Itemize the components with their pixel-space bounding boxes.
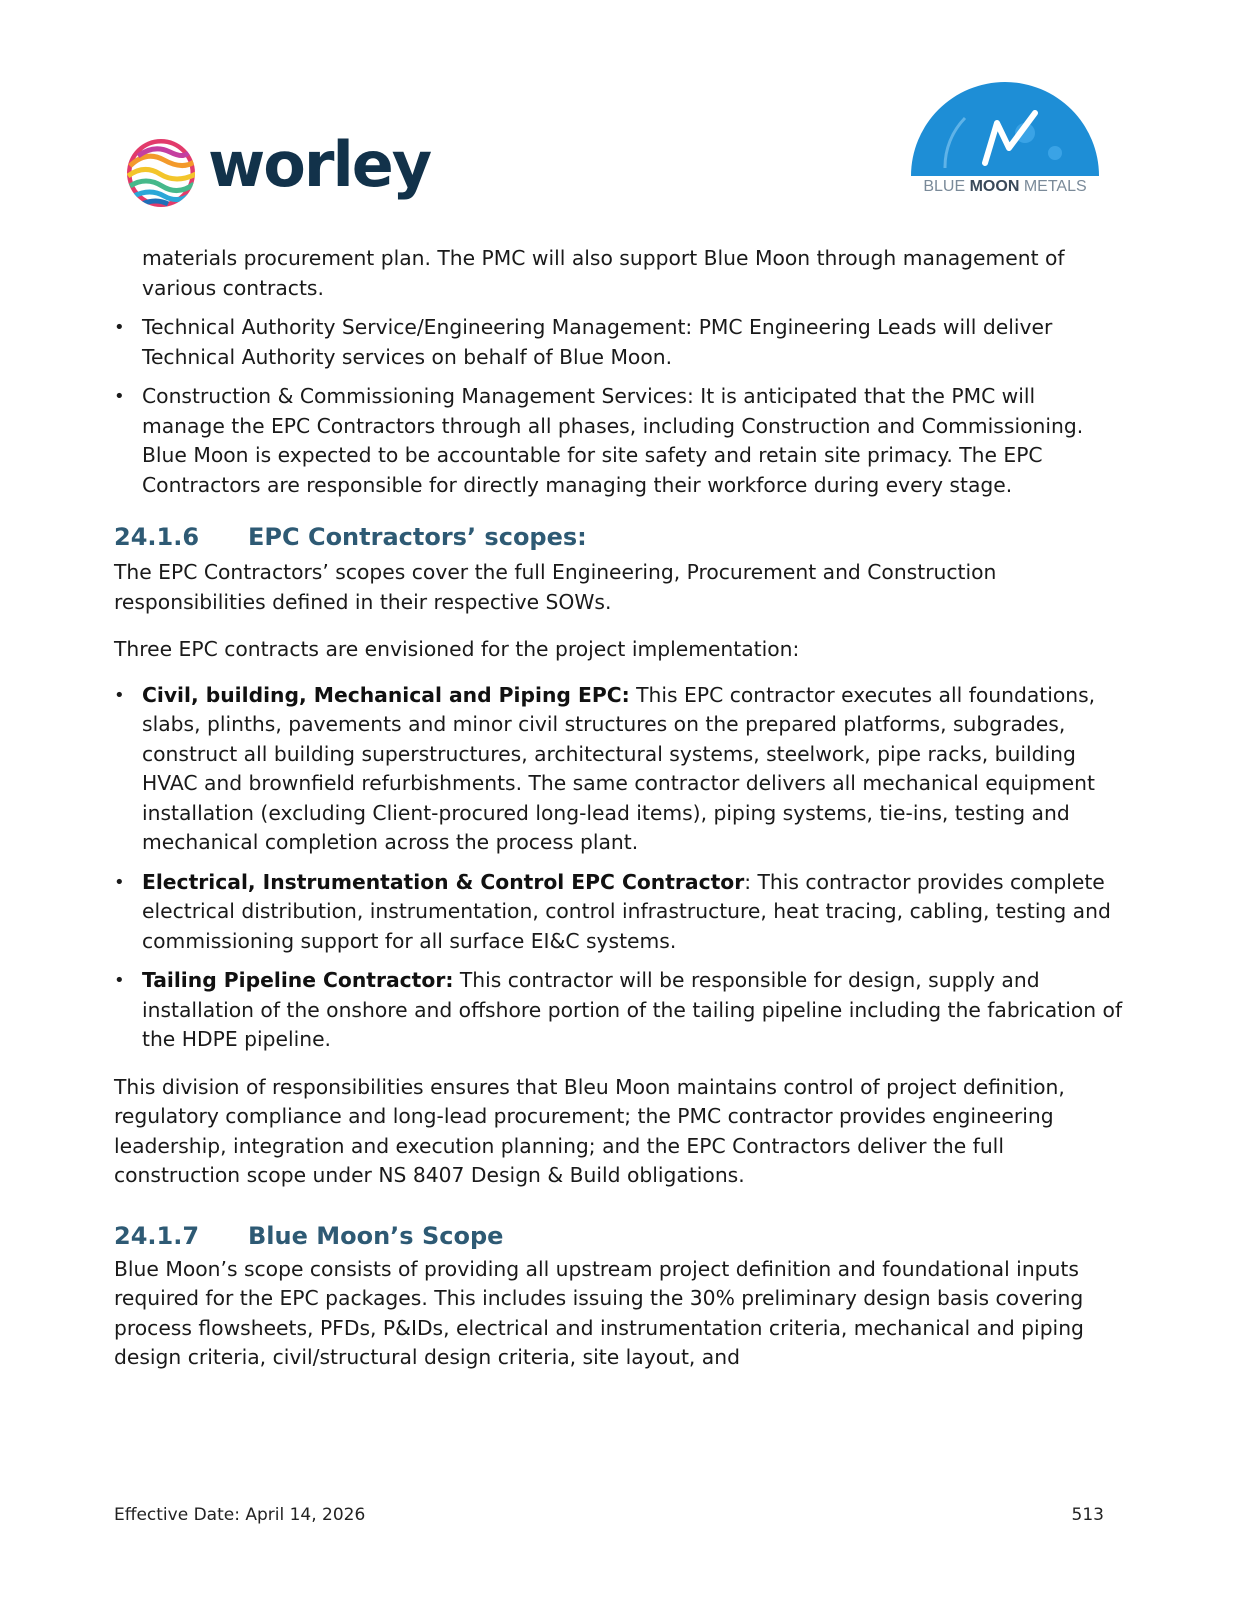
list-item: • Construction & Commissioning Management Services: It is anticipated that the PMC will manage the EPC Contractors through all phases, including Construction and Commissioning. Blue Moon is expected to be accountable for site safety and retain site primacy. The EPC Contractors are responsible for directly managing their workforce during every stage.: [114, 382, 1124, 500]
list-item-text: This contractor will be responsible for design, supply and installation of the onshore and offshore portion of the tailing pipeline including the fabrication of the HDPE pipeline.: [142, 968, 1123, 1051]
blue-moon-metals-wordmark: BLUE MOON METALS: [923, 178, 1087, 195]
blue-moon-metals-logo: [905, 78, 1105, 203]
document-body: [114, 244, 1124, 1373]
list-item-text: This EPC contractor executes all foundations, slabs, plinths, pavements and minor civil structures on the prepared platforms, subgrades, construct all building superstructures, architectural systems, steelwork, pipe racks, building HVAC and brownfield refurbishments. The same contractor delivers all mechanical equipment installation (excluding Client-procured long-lead items), piping systems, tie-ins, testing and mechanical completion across the process plant.: [142, 682, 1096, 854]
paragraph: The EPC Contractors’ scopes cover the full Engineering, Procurement and Construction responsibilities defined in their respective SOWs.: [114, 560, 997, 614]
pmc-services-list: [114, 313, 1124, 500]
list-item: • Technical Authority Service/Engineering Management: PMC Engineering Leads will deliver Technical Authority services on behalf of Blue Moon.: [114, 313, 1124, 372]
list-item-lead: Civil, building, Mechanical and Piping EPC:: [142, 682, 630, 707]
list-item-lead: Tailing Pipeline Contractor:: [142, 968, 454, 992]
list-item: [114, 681, 1124, 858]
paragraph: This division of responsibilities ensures that Bleu Moon maintains control of project definition, regulatory compliance and long-lead procurement; the PMC contractor provides engineering leadership, integration and execution planning; and the EPC Contractors deliver the full construction scope under NS 8407 Design & Build obligations.: [114, 1074, 1065, 1187]
continuation-paragraph: materials procurement plan. The PMC will also support Blue Moon through management of various contracts.: [142, 246, 1065, 300]
list-item-lead: Electrical, Instrumentation & Control EPC Contractor: [142, 869, 745, 894]
section-heading-24-1-7: [114, 1221, 1124, 1251]
worley-swirl-icon: [124, 136, 198, 210]
list-item: [114, 966, 1124, 1055]
list-item-text: : This contractor provides complete electrical distribution, instrumentation, control infrastructure, heat tracing, cabling, testing and commissioning support for all surface EI&C systems.: [142, 869, 1111, 953]
section-number: 24.1.6: [114, 523, 200, 551]
worley-wordmark: worley: [208, 128, 431, 201]
list-item: [114, 868, 1124, 957]
worley-logo: [124, 128, 444, 213]
section-number: 24.1.7: [114, 1221, 200, 1250]
page-number: 513: [1071, 1505, 1104, 1525]
epc-contracts-list: [114, 681, 1124, 1055]
effective-date: Effective Date: April 14, 2026: [114, 1505, 366, 1525]
paragraph: Three EPC contracts are envisioned for the project implementation:: [114, 637, 800, 661]
section-title: EPC Contractors’ scopes:: [248, 523, 587, 551]
section-title: Blue Moon’s Scope: [248, 1221, 504, 1250]
paragraph: Blue Moon’s scope consists of providing all upstream project definition and foundational inputs required for the EPC packages. This includes issuing the 30% preliminary design basis covering process flowsheets, PFDs, P&IDs, electrical and instrumentation criteria, mechanical and piping design criteria, civil/structural design criteria, site layout, and: [114, 1256, 1084, 1369]
moon-icon: [905, 78, 1105, 178]
section-heading-24-1-6: [114, 522, 1124, 552]
